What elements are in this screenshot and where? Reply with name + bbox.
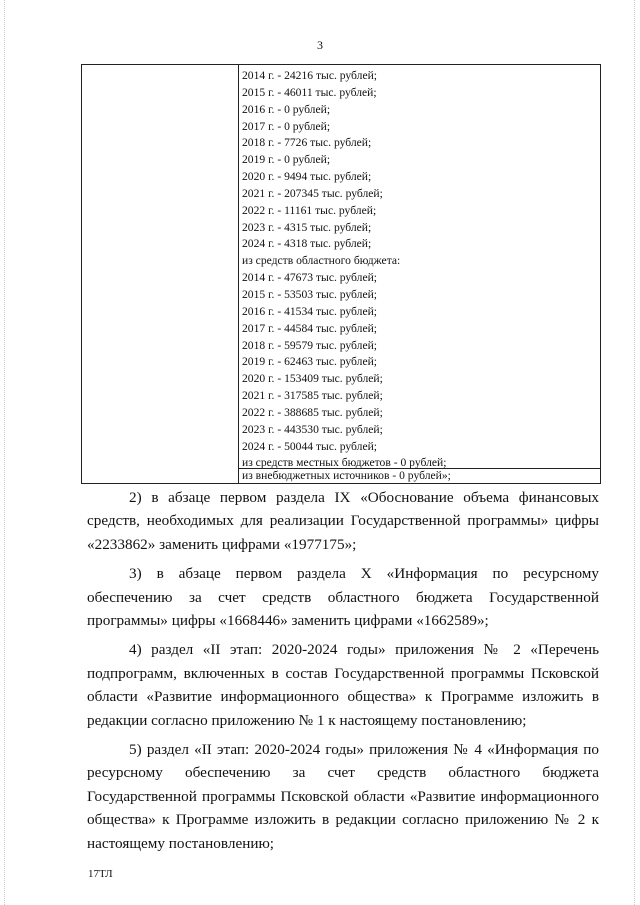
table-line: 2020 г. - 153409 тыс. рублей; xyxy=(242,372,383,386)
table-line: 2021 г. - 207345 тыс. рублей; xyxy=(242,186,383,200)
table-line: 2021 г. - 317585 тыс. рублей; xyxy=(242,389,383,403)
table-line: 2017 г. - 0 рублей; xyxy=(242,119,331,133)
table-line: 2018 г. - 7726 тыс. рублей; xyxy=(242,136,372,150)
funding-table xyxy=(81,64,601,484)
table-right-cell xyxy=(239,65,600,483)
left-margin-line xyxy=(4,0,6,905)
amendment-paragraphs xyxy=(87,486,599,861)
table-line-last: из внебюджетных источников - 0 рублей»; xyxy=(239,468,600,483)
table-line: 2015 г. - 53503 тыс. рублей; xyxy=(242,287,378,301)
table-line: 2014 г. - 24216 тыс. рублей; xyxy=(242,69,378,82)
table-line: 2023 г. - 443530 тыс. рублей; xyxy=(242,422,383,436)
table-left-cell xyxy=(82,65,239,483)
table-line: 2024 г. - 50044 тыс. рублей; xyxy=(242,439,378,453)
table-line: 2024 г. - 4318 тыс. рублей; xyxy=(242,237,372,251)
table-line: 2016 г. - 41534 тыс. рублей; xyxy=(242,304,378,318)
table-line: 2016 г. - 0 рублей; xyxy=(242,102,331,116)
table-line: 2018 г. - 59579 тыс. рублей; xyxy=(242,338,378,352)
table-line: 2015 г. - 46011 тыс. рублей; xyxy=(242,85,377,99)
footer-code: 17ТЛ xyxy=(88,868,113,880)
paragraph-3: 3) в абзаце первом раздела X «Информация по ресурсному обеспечению за счет средств областного бюджета Государственной программы» цифры «1668446» заменить цифрами «1662589»; xyxy=(87,565,599,630)
table-line: 2023 г. - 4315 тыс. рублей; xyxy=(242,220,372,234)
table-line: 2022 г. - 11161 тыс. рублей; xyxy=(242,203,377,217)
table-line: из средств областного бюджета: xyxy=(242,254,401,268)
page-number: 3 xyxy=(317,38,323,52)
table-line: 2022 г. - 388685 тыс. рублей; xyxy=(242,405,383,419)
paragraph-2: 2) в абзаце первом раздела IX «Обоснование объема финансовых средств, необходимых для реализации Государственной программы» цифры «2233862» заменить цифрами «1977175»; xyxy=(87,489,599,553)
table-line: из средств местных бюджетов - 0 рублей; xyxy=(242,456,447,470)
table-line: 2019 г. - 0 рублей; xyxy=(242,153,331,167)
right-margin-line xyxy=(634,0,636,905)
paragraph-5: 5) раздел «II этап: 2020-2024 годы» приложения № 4 «Информация по ресурсному обеспечению за счет средств областного бюджета Государственной программы Псковской области «Развитие информационного общества» к Программе изложить в редакции согласно приложению № 2 к настоящему постановлению; xyxy=(87,741,599,852)
paragraph-4: 4) раздел «II этап: 2020-2024 годы» приложения № 2 «Перечень подпрограмм, включенных в состав Государственной программы Псковской области «Развитие информационного общества» к Программе изложить в редакции согласно приложению № 1 к настоящему постановлению; xyxy=(87,641,599,729)
table-line: 2014 г. - 47673 тыс. рублей; xyxy=(242,271,378,285)
table-line: 2019 г. - 62463 тыс. рублей; xyxy=(242,355,378,369)
table-line: 2020 г. - 9494 тыс. рублей; xyxy=(242,170,372,184)
table-line: 2017 г. - 44584 тыс. рублей; xyxy=(242,321,378,335)
